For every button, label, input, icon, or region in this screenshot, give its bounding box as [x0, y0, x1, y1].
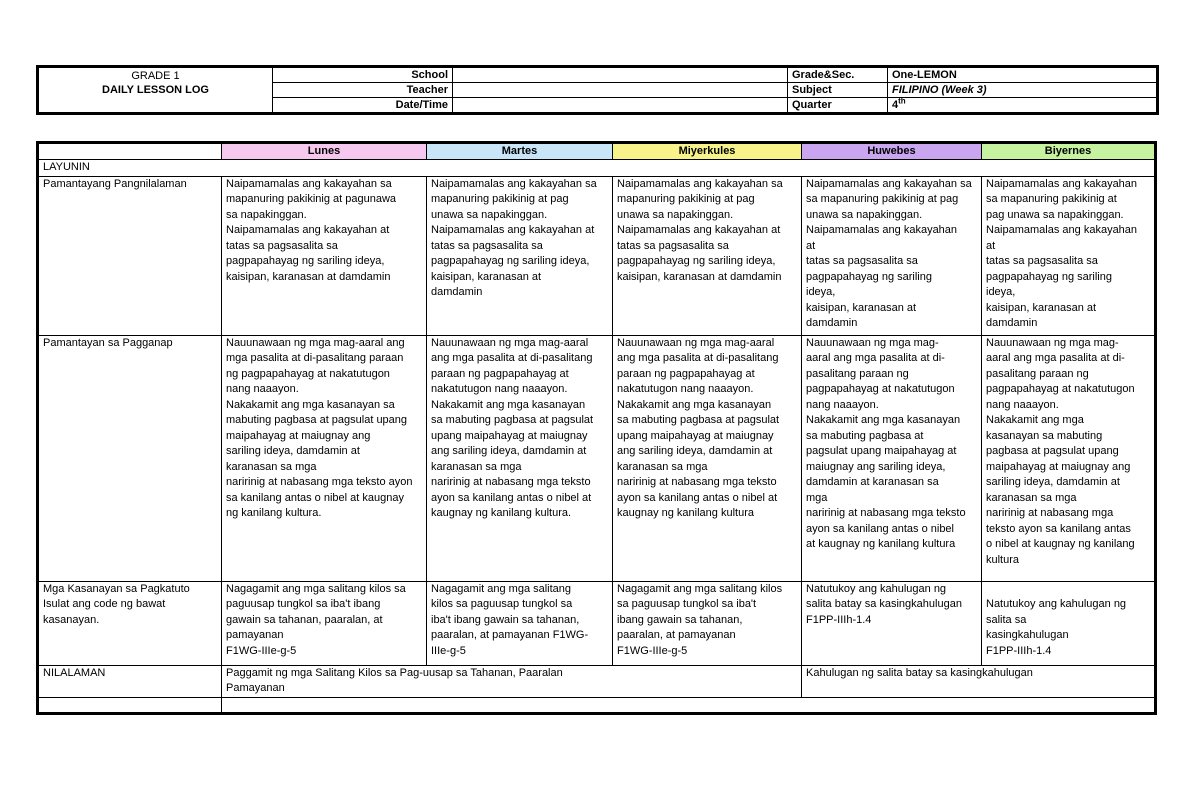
cell-pagganap-martes: Nauunawaan ng mga mag-aaral ang mga pasalita at di-pasalitang paraan ng pagpapahayag at nakatutugon nang naaayon. Nakakamit ang mga kasanayan sa mabuting pagbasa at pagsulat upang maipahayag at maiugnay ang sariling ideya, damdamin at karanasan sa mga naririnig at nabasang mga teksto ayon sa kanilang antas o nibel at kaugnay ng kanilang kultura.: [427, 335, 613, 581]
day-header-lunes: Lunes: [222, 143, 427, 160]
cell-pangnilalaman-lunes: Naipamamalas ang kakayahan sa mapanuring pakikinig at pagunawa sa napakinggan. Naipamamalas ang kakayahan at tatas sa pagsasalita sa pagpapahayag ng sariling ideya, kaisipan, karanasan at damdamin: [222, 176, 427, 335]
cell-pagganap-huwebes: Nauunawaan ng mga mag- aaral ang mga pasalita at di- pasalitang paraan ng pagpapahayag at nakatutugon nang naaayon. Nakakamit ang mga kasanayan sa mabuting pagbasa at pagsulat upang maipahayag at maiugnay ang sariling ideya, damdamin at karanasan sa mga naririnig at nabasang mga teksto ayon sa kanilang antas o nibel at kaugnay ng kanilang kultura: [802, 335, 982, 581]
quarter-suffix: th: [898, 97, 906, 106]
row-label-pagganap: Pamantayan sa Pagganap: [38, 335, 222, 581]
day-header-huwebes: Huwebes: [802, 143, 982, 160]
daily-lesson-log-title: DAILY LESSON LOG: [102, 84, 209, 96]
header-table: [36, 65, 1159, 115]
lesson-log-table: [36, 141, 1157, 715]
cell-nilalaman-left: Paggamit ng mga Salitang Kilos sa Pag-uusap sa Tahanan, Paaralan Pamayanan: [222, 665, 802, 697]
section-nilalaman: NILALAMAN: [38, 665, 222, 697]
datetime-field[interactable]: [453, 98, 788, 114]
quarter-value: 4: [892, 99, 899, 111]
school-label: School: [273, 67, 453, 83]
cell-kasanayan-biyernes: Natutukoy ang kahulugan ng salita sa kasingkahulugan F1PP-IIIh-1.4: [982, 581, 1156, 665]
grade-label: GRADE 1: [131, 70, 180, 82]
cell-nilalaman-right: Kahulugan ng salita batay sa kasingkahulugan: [802, 665, 1156, 697]
cell-pangnilalaman-biyernes: Naipamamalas ang kakayahan sa mapanuring pakikinig at pag unawa sa napakinggan. Naipamamalas ang kakayahan at tatas sa pagsasalita sa pagpapahayag ng sariling ideya, kaisipan, karanasan at damdamin: [982, 176, 1156, 335]
datetime-label: Date/Time: [273, 98, 453, 114]
cell-pagganap-miyerkules: Nauunawaan ng mga mag-aaral ang mga pasalita at di-pasalitang paraan ng pagpapahayag at nakatutugon nang naaayon. Nakakamit ang mga kasanayan sa mabuting pagbasa at pagsulat upang maipahayag at maiugnay ang sariling ideya, damdamin at karanasan sa mga naririnig at nabasang mga teksto ayon sa kanilang antas o nibel at kaugnay ng kanilang kultura: [613, 335, 802, 581]
cell-pangnilalaman-miyerkules: Naipamamalas ang kakayahan sa mapanuring pakikinig at pag unawa sa napakinggan. Naipamamalas ang kakayahan at tatas sa pagsasalita sa pagpapahayag ng sariling ideya, kaisipan, karanasan at damdamin: [613, 176, 802, 335]
teacher-field[interactable]: [453, 83, 788, 98]
row-label-kasanayan: Mga Kasanayan sa Pagkatuto Isulat ang code ng bawat kasanayan.: [38, 581, 222, 665]
row-label-pangnilalaman: Pamantayang Pangnilalaman: [38, 176, 222, 335]
cell-pagganap-biyernes: Nauunawaan ng mga mag- aaral ang mga pasalita at di- pasalitang paraan ng pagpapahayag at nakatutugon nang naaayon. Nakakamit ang mga kasanayan sa mabuting pagbasa at pagsulat upang maipahayag at maiugnay ang sariling ideya, damdamin at karanasan sa mga naririnig at nabasang mga teksto ayon sa kanilang antas o nibel at kaugnay ng kanilang kultura: [982, 335, 1156, 581]
cell-kasanayan-huwebes: Natutukoy ang kahulugan ng salita batay sa kasingkahulugan F1PP-IIIh-1.4: [802, 581, 982, 665]
empty-row-cell: [222, 697, 1156, 713]
quarter-label: Quarter: [788, 98, 888, 114]
subject-label: Subject: [788, 83, 888, 98]
cell-pagganap-lunes: Nauunawaan ng mga mag-aaral ang mga pasalita at di-pasalitang paraan ng pagpapahayag at nakatutugon nang naaayon. Nakakamit ang mga kasanayan sa mabuting pagbasa at pagsulat upang maipahayag at maiugnay ang sariling ideya, damdamin at karanasan sa mga naririnig at nabasang mga teksto ayon sa kanilang antas o nibel at kaugnay ng kanilang kultura.: [222, 335, 427, 581]
teacher-label: Teacher: [273, 83, 453, 98]
cell-pangnilalaman-martes: Naipamamalas ang kakayahan sa mapanuring pakikinig at pag unawa sa napakinggan. Naipamamalas ang kakayahan at tatas sa pagsasalita sa pagpapahayag ng sariling ideya, kaisipan, karanasan at damdamin: [427, 176, 613, 335]
grade-title-cell: [38, 67, 273, 114]
cell-kasanayan-miyerkules: Nagagamit ang mga salitang kilos sa paguusap tungkol sa iba't ibang gawain sa tahanan, paaralan, at pamayanan F1WG-IIIe-g-5: [613, 581, 802, 665]
quarter-field[interactable]: [888, 98, 1158, 114]
day-header-miyerkules: Miyerkules: [613, 143, 802, 160]
cell-kasanayan-lunes: Nagagamit ang mga salitang kilos sa paguusap tungkol sa iba't ibang gawain sa tahanan, paaralan, at pamayanan F1WG-IIIe-g-5: [222, 581, 427, 665]
day-header-martes: Martes: [427, 143, 613, 160]
day-header-biyernes: Biyernes: [982, 143, 1156, 160]
subject-field[interactable]: FILIPINO (Week 3): [888, 83, 1158, 98]
school-field[interactable]: [453, 67, 788, 83]
cell-pangnilalaman-huwebes: Naipamamalas ang kakayahan sa sa mapanuring pakikinig at pag unawa sa napakinggan. Naipamamalas ang kakayahan at tatas sa pagsasalita sa pagpapahayag ng sariling ideya, kaisipan, karanasan at damdamin: [802, 176, 982, 335]
cell-kasanayan-martes: Nagagamit ang mga salitang kilos sa paguusap tungkol sa iba't ibang gawain sa tahanan, paaralan, at pamayanan F1WG- IIIe-g-5: [427, 581, 613, 665]
corner-cell: [38, 143, 222, 160]
empty-row-label: [38, 697, 222, 713]
section-layunin: LAYUNIN: [38, 160, 1156, 177]
gradesec-field[interactable]: One-LEMON: [888, 67, 1158, 83]
gradesec-label: Grade&Sec.: [788, 67, 888, 83]
